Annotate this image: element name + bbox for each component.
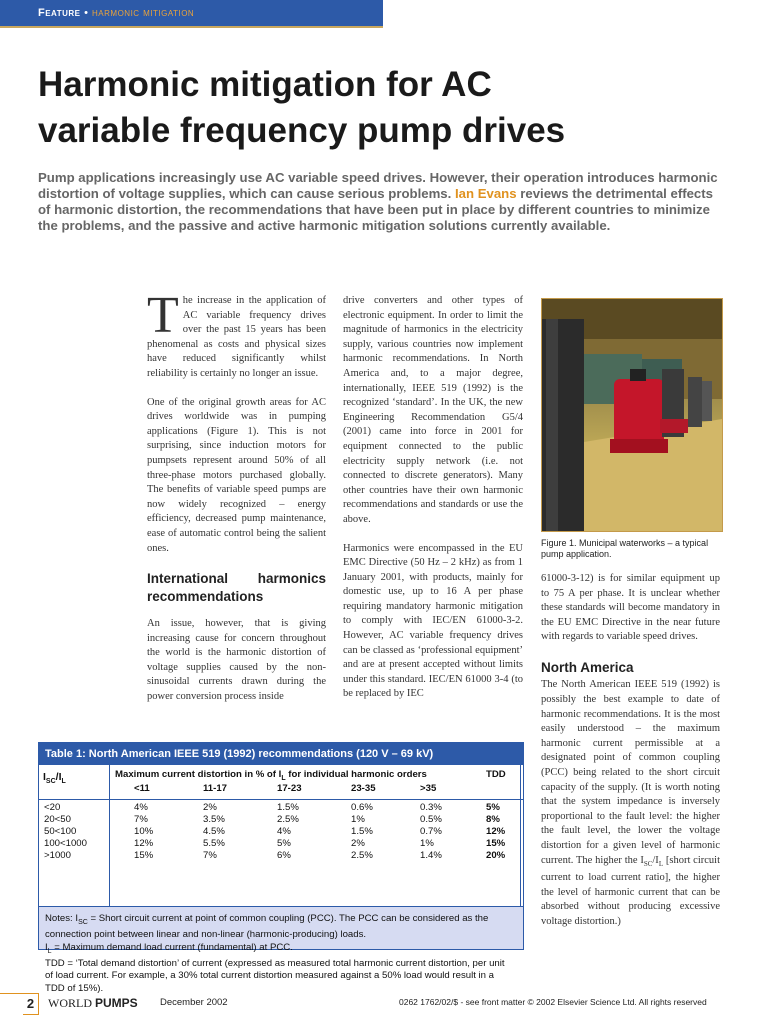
ratio-i: I (640, 854, 644, 866)
row-value: 6% (277, 850, 291, 861)
order-header: >35 (420, 783, 437, 794)
banner-label (38, 7, 194, 19)
col1-para-1-text: he increase in the application of AC variable frequency drives over the past 15 years has been phenomenal as costs and physical sizes have reduced significantly whilst reliability is certainly no longer an issue. (147, 295, 326, 379)
order-header: 17-23 (277, 783, 302, 794)
copyright-notice: 0262 1762/02/$ - see front matter © 2002 Elsevier Science Ltd. All rights reserved (399, 997, 707, 1007)
row-value: 1.5% (277, 802, 299, 813)
table-divider (39, 906, 523, 907)
row-value: 0.5% (420, 814, 442, 825)
column-3 (541, 572, 720, 944)
note-isc-a: Notes: I (45, 913, 79, 924)
hdr-i: I (43, 771, 46, 783)
hdr-slash: /I (55, 771, 62, 783)
pump-hall-illustration (542, 299, 722, 531)
row-value: 3.5% (203, 814, 225, 825)
row-value: 4% (277, 826, 291, 837)
order-header: 11-17 (203, 783, 228, 794)
note-il-b: = Maximum demand load current (fundamental) at PCC. (51, 941, 293, 953)
author-name: Ian Evans (454, 186, 517, 201)
figure-caption: Figure 1. Municipal waterworks – a typical pump application. (541, 538, 709, 559)
note-il (45, 942, 515, 958)
order-header: <11 (134, 783, 150, 794)
row-ratio: 100<1000 (44, 838, 87, 849)
row-value: 0.7% (420, 826, 442, 837)
header-tdd: TDD (486, 769, 506, 780)
title-line-2: variable frequency pump drives (38, 111, 566, 150)
hdr-span-sub: L (281, 774, 286, 782)
issue-date: December 2002 (160, 997, 228, 1008)
banner-section: Feature (38, 7, 81, 19)
row-tdd: 5% (486, 802, 500, 813)
table-divider (520, 765, 521, 907)
footer-rule (0, 993, 23, 994)
row-value: 1% (351, 814, 365, 825)
brand-world: WORLD (48, 996, 95, 1010)
section-heading-international: International harmonics recommendations (147, 571, 326, 604)
column-1 (147, 287, 326, 719)
row-value: 0.6% (351, 802, 373, 813)
row-tdd: 8% (486, 814, 500, 825)
row-value: 12% (134, 838, 154, 849)
note-tdd: TDD = ‘Total demand distortion’ of current (expressed as measured total harmonic current distortion, per unit of load current. For example, a 30% total current distortion measured against a 50% load would result in a TDD of 15%). (45, 958, 505, 994)
header-isc-il (43, 771, 66, 788)
row-value: 2% (203, 802, 217, 813)
ratio-sub-sc: SC (643, 859, 653, 868)
note-isc (45, 913, 515, 942)
section-heading-north-america: North America (541, 659, 634, 675)
header-max-distortion (115, 769, 427, 785)
column-2 (343, 294, 523, 716)
note-il-sub: L (47, 947, 52, 955)
row-value: 4.5% (203, 826, 225, 837)
row-value: 7% (134, 814, 148, 825)
ratio-sub-l: L (658, 859, 664, 868)
col1-para-1 (147, 287, 326, 382)
row-value: 15% (134, 850, 154, 861)
table-title-bar (39, 743, 523, 765)
col1-para-2: One of the original growth areas for AC drives worldwide was in pumping applications (Figure 1). This is not surprising, since induction motors for pumpsets represent around 50% of all three-phase motors purchased globally. The benefits of variable speed pumps are now widely recognized – energy efficiency, decreased pump maintenance, ease of automatic control being the salient ones. (147, 396, 326, 554)
row-ratio: <20 (44, 802, 61, 813)
figure-pump-photo (541, 298, 723, 532)
page-footer (0, 988, 768, 1024)
table-grid (39, 765, 523, 907)
note-il-a: I (45, 941, 48, 953)
row-value: 5% (277, 838, 291, 849)
col3-para-1: 61000-3-12) is for similar equipment up to 75 A per phase. It is unclear whether these standards will become mandatory in the EU EMC Directive in the near future with regards to variable speed drives. (541, 573, 720, 643)
hdr-sub-sc: SC (45, 778, 56, 786)
row-value: 2.5% (277, 814, 299, 825)
hdr-sub-l: L (61, 778, 66, 786)
col1-para-3: An issue, however, that is giving increasing cause for concern throughout the world is the harmonic distortion of voltage supplies caused by the non-sinusoidal currents drawn during the power conversion process inside (147, 618, 326, 703)
row-value: 1% (420, 838, 434, 849)
col2-para-1: drive converters and other types of electronic equipment. In order to limit the magnitude of harmonics in the electricity supply, various countries now implement harmonic recommendations. In North America and, to a major degree, internationally, IEEE 519 (1992) is the recognized ‘standard’. In the UK, the new Engineering Recommendation G5/4 (2001) came into force in 2001 for equipment connected to the public electricity supply network (i.e. not connected to discrete generators). Many other countries have their own harmonic recommendations and standards or use the above. (343, 295, 523, 525)
standfirst (38, 170, 728, 234)
standfirst-intro: Pump applications increasingly use AC variable speed drives. However, their operation introduces harmonic distortion of voltage supplies, which can cause serious problems. (38, 170, 718, 201)
order-header: 23-35 (351, 783, 376, 794)
page-number: 2 (23, 993, 39, 1015)
row-tdd: 12% (486, 826, 506, 837)
col3-para-2 (541, 678, 720, 929)
row-value: 4% (134, 802, 148, 813)
row-value: 2.5% (351, 850, 373, 861)
banner-topic: harmonic mitigation (92, 7, 195, 19)
ratio-symbol (640, 855, 663, 866)
hdr-span-b: for individual harmonic orders (285, 769, 427, 780)
drop-cap: T (147, 287, 179, 344)
title-line-1: Harmonic mitigation for AC (38, 65, 492, 104)
section-banner (0, 0, 383, 28)
col3-para-2-tail: [short circuit current to load current ratio], the higher the level of harmonic current that can be absorbed without producing excessive voltage distortion.) (541, 854, 720, 928)
brand-pumps: PUMPS (95, 996, 138, 1010)
row-tdd: 20% (486, 850, 506, 861)
col3-para-2-text: The North American IEEE 519 (1992) is possibly the best example to date of harmonic recommendations. It is the most easily understood – the maximum harmonic current permissible at a designated point of common coupling (PCC) being related to the short circuit capacity of the supply. (It is worth noting that the system impedance is inversely proportional to the fault level: the higher the fault level, the lower the voltage distortion for a given level of harmonic current. The higher the (541, 679, 720, 866)
article-title (38, 62, 738, 154)
publication-name (48, 996, 138, 1011)
table-notes (45, 913, 515, 995)
table-1 (38, 742, 524, 994)
row-value: 5.5% (203, 838, 225, 849)
standfirst-rest: reviews the detrimental effects of harmonic distortion, the recommendations that have been put in place by different countries to minimize the problems, and the passive and active harmonic mitigation solutions currently available. (38, 186, 713, 233)
row-ratio: 50<100 (44, 826, 77, 837)
hdr-span-a: Maximum current distortion in % of I (115, 769, 282, 780)
row-ratio: 20<50 (44, 814, 71, 825)
row-value: 2% (351, 838, 365, 849)
row-value: 10% (134, 826, 154, 837)
ratio-slash: /I (652, 854, 659, 866)
col2-para-2: Harmonics were encompassed in the EU EMC Directive (50 Hz – 2 kHz) as from 1 January 2001, with products, mainly for domestic use, up to 16 A per phase requiring mandatory harmonic mitigation to comply with IEC/EN 61000-3-2. However, AC variable frequency drives can be classed as ‘professional equipment’ and are at present accepted without limits under this standard. IEC/EN 61000 3-4 (to be replaced by IEC (343, 542, 523, 700)
note-isc-b: = Short circuit current at point of common coupling (PCC). The PCC can be considered as the connection point between linear and non-linear (harmonic-producing) loads. (45, 913, 489, 941)
row-value: 1.4% (420, 850, 442, 861)
note-isc-sub: SC (78, 918, 88, 926)
row-value: 1.5% (351, 826, 373, 837)
row-ratio: >1000 (44, 850, 71, 861)
table-divider (39, 799, 523, 800)
table-title: Table 1: North American IEEE 519 (1992) recommendations (120 V – 69 kV) (45, 748, 434, 760)
row-value: 7% (203, 850, 217, 861)
row-value: 0.3% (420, 802, 442, 813)
banner-bullet-icon: • (84, 7, 93, 19)
row-tdd: 15% (486, 838, 506, 849)
table-divider (109, 765, 110, 907)
